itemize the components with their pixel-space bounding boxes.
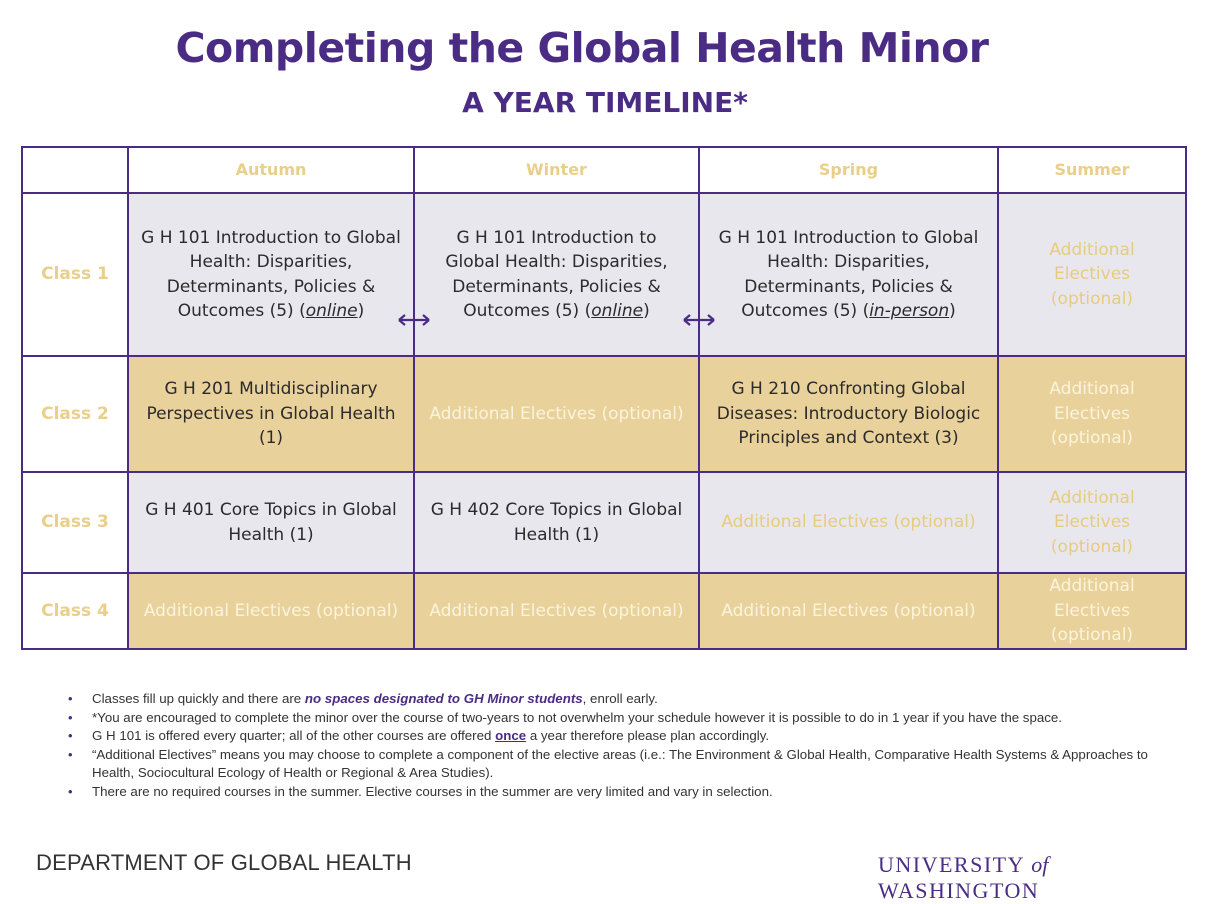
course-tail: ) xyxy=(949,301,956,321)
column-header-spring: Spring xyxy=(699,147,998,193)
elective-cell: Additional Electives (optional) xyxy=(998,356,1186,472)
column-header-autumn: Autumn xyxy=(128,147,414,193)
elective-cell: Additional Electives (optional) xyxy=(998,193,1186,356)
table-row xyxy=(22,573,1186,649)
course-tail: ) xyxy=(357,301,365,321)
note-item xyxy=(68,783,1168,802)
course-cell xyxy=(128,193,414,356)
note-item xyxy=(68,727,1168,746)
elective-cell: Additional Electives (optional) xyxy=(699,472,998,573)
university-logo-text xyxy=(878,852,1200,904)
course-mode: in-person xyxy=(869,301,950,321)
corner-cell xyxy=(22,147,128,193)
notes-list xyxy=(68,690,1168,801)
note-text: *You are encouraged to complete the minor over the course of two-years to not overwhelm your schedule however it is possible to do in 1 year if you have the space. xyxy=(92,709,1062,725)
note-text: , enroll early. xyxy=(582,691,658,706)
page-subtitle: A YEAR TIMELINE* xyxy=(462,86,748,119)
note-text: G H 101 is offered every quarter; all of the other courses are offered xyxy=(92,728,496,743)
note-item xyxy=(68,746,1168,783)
university-part: UNIVERSITY xyxy=(878,852,1032,877)
course-cell xyxy=(414,193,699,356)
course-cell: G H 401 Core Topics in Global Health (1) xyxy=(128,472,414,573)
university-part: WASHINGTON xyxy=(878,878,1040,903)
course-mode: online xyxy=(591,301,644,321)
note-text: “Additional Electives” means you may choose to complete a component of the elective areas (i.e.: The Environment & Global Health, Comparative Health Systems & Approaches to Health, Sociocultural Ecology of Health or Regional & Area Studies). xyxy=(92,746,1148,780)
course-cell: G H 210 Confronting Global Diseases: Introductory Biologic Principles and Context (3) xyxy=(699,356,998,472)
university-part: of xyxy=(1031,852,1049,877)
course-cell: G H 402 Core Topics in Global Health (1) xyxy=(414,472,699,573)
row-label: Class 2 xyxy=(22,356,128,472)
table-row xyxy=(22,356,1186,472)
note-item xyxy=(68,709,1168,728)
note-text: There are no required courses in the summer. Elective courses in the summer are very limited and vary in selection. xyxy=(92,783,773,799)
course-cell xyxy=(699,193,998,356)
timeline-table xyxy=(21,146,1187,650)
department-name: DEPARTMENT OF GLOBAL HEALTH xyxy=(36,850,412,875)
column-header-summer: Summer xyxy=(998,147,1186,193)
note-emphasis: no spaces designated to GH Minor students xyxy=(304,691,583,706)
elective-cell: Additional Electives (optional) xyxy=(414,356,699,472)
course-text: G H 101 Introduction to Global Health: Disparities, Determinants, Policies & Outcomes (5) ( xyxy=(718,227,979,321)
row-label: Class 3 xyxy=(22,472,128,573)
elective-cell: Additional Electives (optional) xyxy=(414,573,699,649)
table-row xyxy=(22,193,1186,356)
note-item xyxy=(68,690,1168,709)
course-cell: G H 201 Multidisciplinary Perspectives in Global Health (1) xyxy=(128,356,414,472)
header-row xyxy=(22,147,1186,193)
course-tail: ) xyxy=(643,301,650,321)
elective-cell: Additional Electives (optional) xyxy=(128,573,414,649)
table-row xyxy=(22,472,1186,573)
elective-cell: Additional Electives (optional) xyxy=(998,573,1186,649)
note-text: Classes fill up quickly and there are xyxy=(92,691,305,706)
page-title: Completing the Global Health Minor xyxy=(175,24,989,72)
row-label: Class 1 xyxy=(22,193,128,356)
row-label: Class 4 xyxy=(22,573,128,649)
course-text: G H 101 Introduction to Global Health: Disparities, Determinants, Policies & Outcomes (5) ( xyxy=(445,227,668,321)
elective-cell: Additional Electives (optional) xyxy=(699,573,998,649)
elective-cell: Additional Electives (optional) xyxy=(998,472,1186,573)
note-emphasis: once xyxy=(495,728,527,743)
course-text: G H 101 Introduction to Global Health: Disparities, Determinants, Policies & Outcomes (5) ( xyxy=(141,227,401,321)
note-text: a year therefore please plan accordingly. xyxy=(526,728,770,743)
course-mode: online xyxy=(305,301,358,321)
column-header-winter: Winter xyxy=(414,147,699,193)
